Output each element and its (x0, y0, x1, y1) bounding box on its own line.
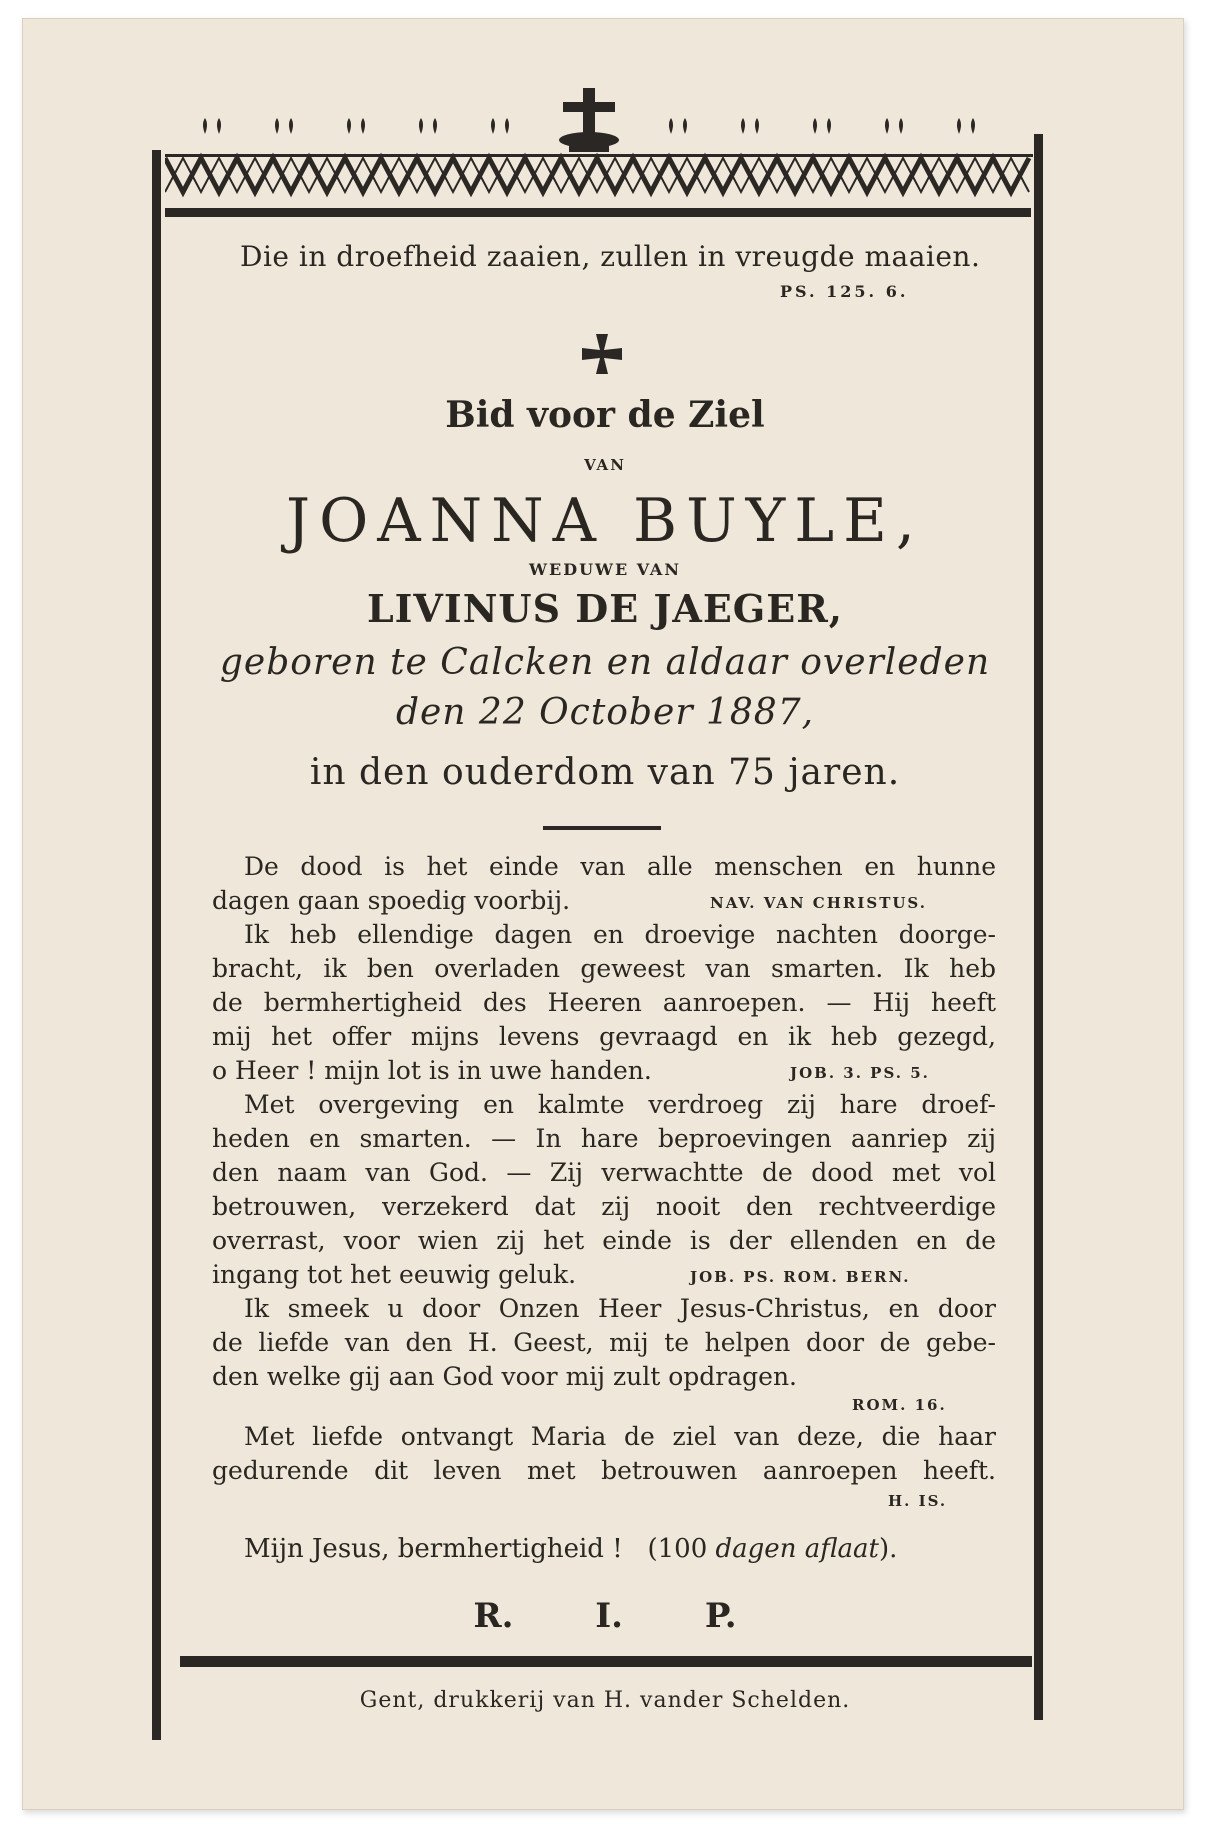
indulgence-open: (100 (647, 1534, 716, 1564)
body-line: Ik smeek u door Onzen Heer Jesus-Christus, en door (244, 1294, 996, 1323)
body-line: gedurende dit leven met betrouwen aanroepen heeft. (212, 1456, 996, 1485)
husband-name: LIVINUS DE JAEGER, (366, 586, 844, 631)
van-label: VAN (584, 456, 626, 474)
epigraph-reference: PS. 125. 6. (780, 282, 909, 301)
top-border-rule (165, 208, 1031, 217)
scripture-reference: ROM. 16. (852, 1396, 947, 1414)
body-line: mij het offer mijns levens gevraagd en ik heb gezegd, (212, 1022, 996, 1051)
body-line: den welke gij aan God voor mij zult opdragen. (212, 1362, 797, 1391)
body-line: ingang tot het eeuwig geluk. (212, 1260, 577, 1289)
body-line: o Heer ! mijn lot is in uwe handen. (212, 1056, 652, 1085)
widow-of-label: WEDUWE VAN (529, 560, 681, 579)
scripture-reference: NAV. VAN CHRISTUS. (710, 894, 927, 912)
body-line: Met liefde ontvangt Maria de ziel van deze, die haar (244, 1422, 996, 1451)
body-line: De dood is het einde van alle menschen en hunne (244, 852, 996, 881)
section-divider (543, 826, 661, 830)
right-border-rule (1034, 134, 1043, 1720)
ornament-border-icon (165, 88, 1033, 208)
maltese-cross-icon (580, 332, 624, 376)
indulgence-close: ). (879, 1534, 898, 1564)
age-at-death: in den ouderdom van 75 jaren. (309, 752, 901, 793)
indulgence-text: dagen aflaat (715, 1534, 879, 1564)
bottom-border-rule (180, 1656, 1032, 1667)
closing-prayer-text: Mijn Jesus, bermhertigheid ! (244, 1534, 623, 1564)
body-line: bracht, ik ben overladen geweest van smarten. Ik heb (212, 954, 996, 983)
birth-death-place: geboren te Calcken en aldaar overleden (219, 642, 991, 683)
body-line: de bermhertigheid des Heeren aanroepen. — Hij heeft (212, 988, 996, 1017)
body-line: den naam van God. — Zij verwachtte de dood met vol (212, 1158, 996, 1187)
epigraph-text: Die in droefheid zaaien, zullen in vreugde maaien. (240, 240, 981, 273)
prayer-heading: Bid voor de Ziel (445, 394, 765, 436)
body-line: Met overgeving en kalmte verdroeg zij hare droef- (244, 1090, 996, 1119)
left-border-rule (152, 150, 161, 1740)
scripture-reference: JOB. 3. PS. 5. (790, 1064, 930, 1082)
body-line: overrast, voor wien zij het einde is der ellenden en de (212, 1226, 996, 1255)
closing-prayer (244, 1534, 897, 1564)
death-date: den 22 October 1887, (395, 692, 815, 733)
rip-text: R. I. P. (473, 1596, 737, 1636)
deceased-name: JOANNA BUYLE, (286, 486, 924, 556)
body-line: dagen gaan spoedig voorbij. (212, 886, 571, 915)
body-line: betrouwen, verzekerd dat zij nooit den rechtveerdige (212, 1192, 996, 1221)
scripture-reference: JOB. PS. ROM. BERN. (690, 1268, 911, 1286)
printer-imprint: Gent, drukkerij van H. vander Schelden. (359, 1688, 851, 1713)
body-line: Ik heb ellendige dagen en droevige nachten doorge- (244, 920, 996, 949)
body-line: heden en smarten. — In hare beproevingen aanriep zij (212, 1124, 996, 1153)
scripture-reference: H. IS. (888, 1492, 948, 1510)
body-line: de liefde van den H. Geest, mij te helpen door de gebe- (212, 1328, 996, 1357)
